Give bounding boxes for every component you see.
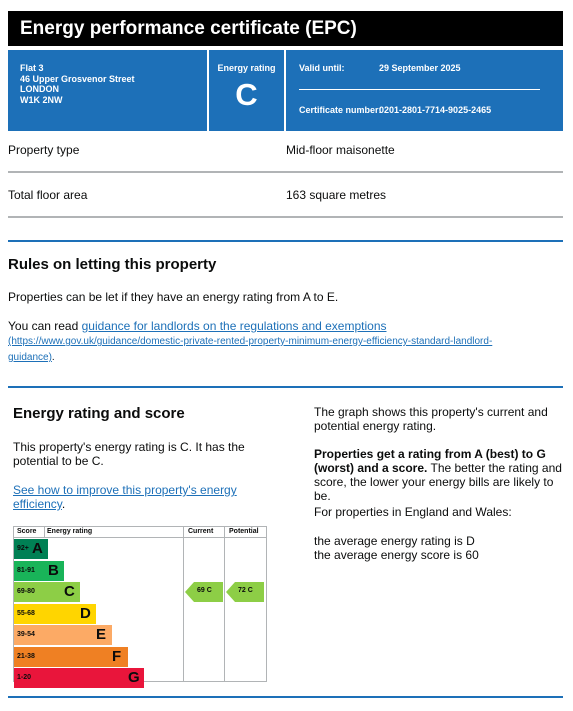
link-line: efficiency (13, 497, 62, 511)
rating-scale-text: The better the rating and (427, 461, 562, 475)
rating-scale-bold: Properties get a rating from A (best) to G (314, 447, 546, 461)
explanation-line: The graph shows this property's current and (314, 405, 548, 419)
certificate-number-label: Certificate number: (299, 105, 382, 115)
band-score-range: 39-54 (17, 631, 35, 638)
band-letter: D (80, 604, 91, 622)
energy-rating-label: Energy rating (217, 63, 276, 73)
band-score-range: 81-91 (17, 566, 35, 574)
band-score-range: 55-68 (17, 609, 35, 617)
guidance-suffix: . (51, 352, 55, 363)
address-line: W1K 2NW (20, 94, 63, 105)
link-suffix: . (61, 497, 66, 511)
band-letter: F (112, 647, 122, 665)
energy-rating-letter: C (235, 77, 258, 112)
rating-band-f (14, 647, 128, 667)
address-line: 46 Upper Grosvenor Street (20, 73, 135, 84)
rating-band-g (14, 668, 144, 688)
average-rating: the average energy rating is D (314, 534, 475, 548)
band-letter: E (96, 626, 107, 643)
band-letter: C (64, 583, 75, 600)
address-line: LONDON (20, 84, 59, 94)
guidance-prefix: You can read (8, 319, 82, 333)
england-wales-label: For properties in England and Wales: (314, 505, 512, 519)
graph-explanation (314, 405, 548, 433)
energy-rating-heading: Energy rating and score (13, 405, 185, 422)
letting-rules-text: Properties can be let if they have an energy rating from A to E. (8, 290, 339, 304)
rating-band-b (14, 561, 64, 581)
section-divider (8, 240, 563, 242)
rating-scale-text: score, the lower your energy bills are likely to be. (314, 475, 554, 503)
band-letter: A (32, 540, 43, 557)
band-score-range: 1-20 (17, 674, 32, 681)
energy-rating-chart (13, 526, 267, 686)
page-title: Energy performance certificate (EPC) (20, 18, 357, 39)
floor-area-label: Total floor area (8, 188, 88, 202)
valid-until-date: 29 September 2025 (379, 63, 461, 73)
band-score-range: 69-80 (17, 588, 35, 595)
current-rating-arrow-label: 69 C (197, 587, 212, 594)
rating-band-c (14, 582, 80, 602)
improve-efficiency-link[interactable] (13, 483, 237, 511)
band-letter: B (48, 561, 59, 579)
certificate-summary (8, 50, 563, 131)
energy-rating-text (13, 440, 245, 468)
potential-column-header: Potential (229, 528, 259, 535)
section-divider (8, 386, 563, 388)
potential-rating-arrow (226, 582, 264, 602)
guidance-url-line: (https://www.gov.uk/guidance/domestic-private-rented-property-minimum-energy-efficiency-standard-landlord- (8, 336, 493, 347)
section-divider (8, 696, 563, 698)
property-type-label: Property type (8, 143, 80, 157)
improve-efficiency-paragraph (13, 483, 237, 511)
row-divider (8, 216, 563, 218)
rating-scale-explanation (314, 447, 573, 503)
explanation-line: potential energy rating. (314, 419, 437, 433)
floor-area-value: 163 square metres (286, 188, 387, 202)
guidance-url[interactable] (8, 336, 492, 363)
link-line: See how to improve this property's energy (13, 483, 237, 497)
energy-text-line: potential to be C. (13, 454, 104, 468)
page-title-bar (8, 11, 563, 46)
column-line (183, 527, 184, 681)
energy-text-line: This property's energy rating is C. It has the (13, 440, 245, 454)
rating-column-header: Energy rating (47, 528, 93, 535)
column-line (224, 527, 225, 681)
current-rating-arrow (185, 582, 223, 602)
certificate-number: 0201-2801-7714-9025-2465 (379, 105, 492, 115)
guidance-url-line: guidance) (8, 352, 52, 363)
property-type-value: Mid-floor maisonette (286, 143, 395, 157)
divider (299, 89, 540, 90)
band-score-range: 92+ (17, 545, 29, 552)
rating-band-d (14, 604, 96, 624)
header-line (14, 537, 266, 538)
average-ratings (314, 534, 479, 562)
average-score: the average energy score is 60 (314, 548, 479, 562)
divider (284, 50, 286, 131)
rating-band-a (14, 539, 48, 559)
property-address (20, 63, 135, 105)
letting-rules-heading: Rules on letting this property (8, 256, 217, 273)
band-letter: G (128, 669, 140, 686)
row-divider (8, 171, 563, 173)
potential-rating-arrow-label: 72 C (238, 587, 253, 594)
address-line: Flat 3 (20, 63, 44, 73)
landlord-guidance-paragraph (8, 319, 492, 365)
score-column-header: Score (17, 528, 37, 535)
rating-band-e (14, 625, 112, 645)
landlord-guidance-link[interactable]: guidance for landlords on the regulations and exemptions (81, 319, 387, 333)
rating-scale-bold: (worst) and a score. (314, 461, 428, 475)
current-column-header: Current (188, 528, 214, 535)
valid-until-label: Valid until: (299, 63, 345, 73)
band-score-range: 21-38 (17, 652, 35, 660)
